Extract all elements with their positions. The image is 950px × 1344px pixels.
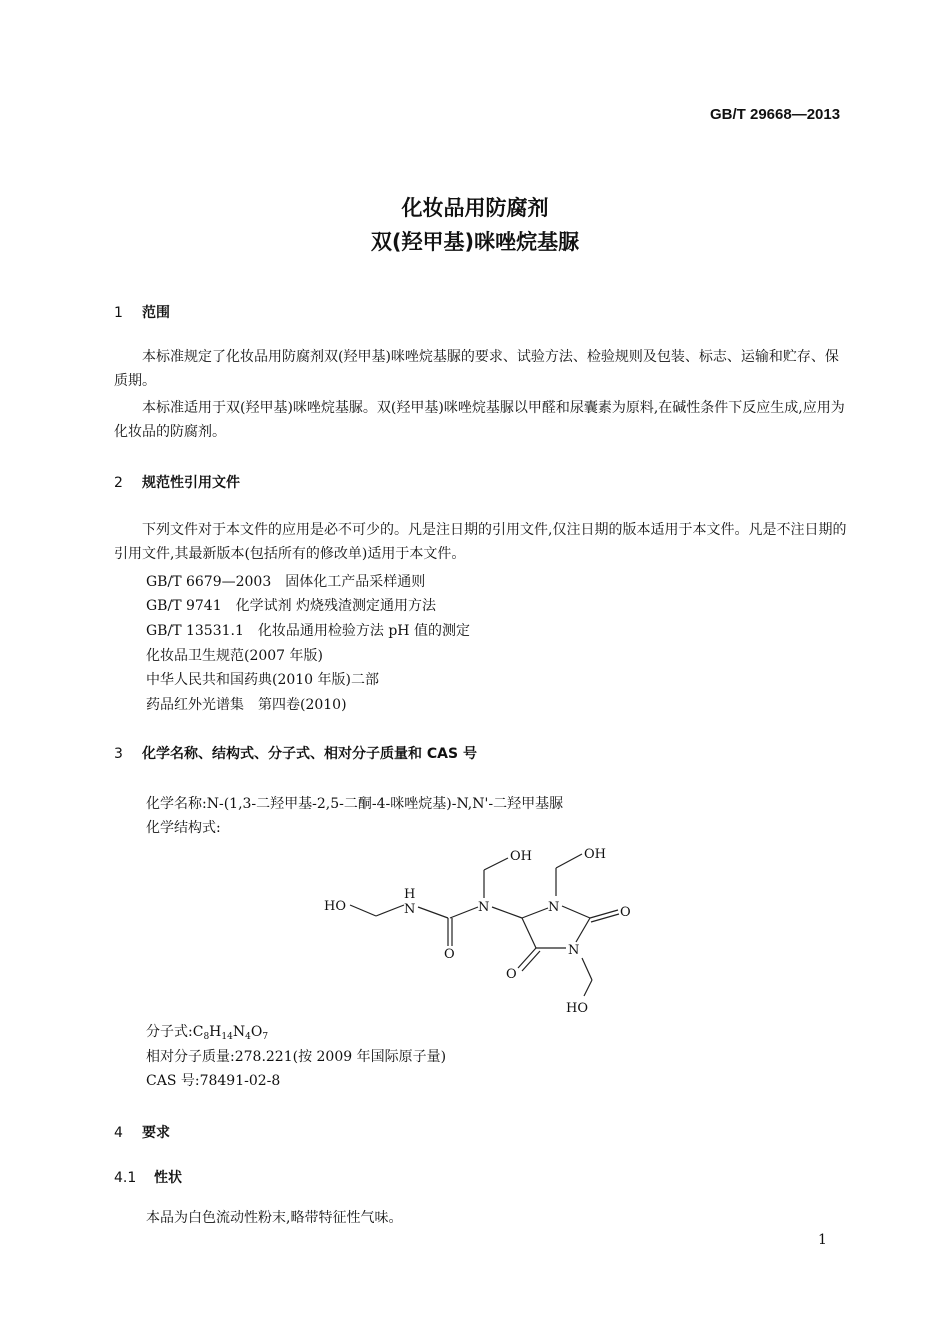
reference-item	[146, 595, 436, 615]
bond	[562, 906, 590, 918]
bond	[350, 905, 376, 916]
reference-item	[146, 620, 470, 640]
atom-n-amide: N	[404, 902, 416, 917]
atom-oh-top2: OH	[584, 847, 606, 862]
section-4-heading	[114, 1122, 170, 1142]
reference-code: 药品红外光谱集	[146, 697, 244, 713]
document-title-line1: 化妆品用防腐剂	[401, 196, 549, 220]
atom-oh-top1: OH	[510, 849, 532, 864]
bond	[484, 858, 508, 870]
bond	[450, 907, 478, 918]
reference-code: GB/T 9741	[146, 598, 222, 614]
section-number: 4	[114, 1125, 123, 1141]
reference-title: 第四卷(2010)	[258, 697, 347, 713]
subsection-title: 性状	[154, 1170, 182, 1186]
reference-item	[146, 645, 323, 665]
atom-ho-bottom: HO	[566, 1001, 588, 1016]
atom-o-ring5: O	[506, 967, 517, 982]
atom-n-urea: N	[478, 900, 490, 915]
bond	[576, 918, 590, 942]
section-3-heading	[114, 743, 477, 763]
molecular-weight: 相对分子质量:278.221(按 2009 年国际原子量)	[146, 1049, 447, 1065]
section-number: 2	[114, 475, 123, 491]
bond	[522, 908, 548, 918]
bond	[556, 854, 582, 868]
reference-item	[146, 571, 425, 591]
atom-n-ring3: N	[568, 943, 580, 958]
chemical-name	[146, 792, 563, 816]
standard-code: GB/T 29668—2013	[710, 106, 841, 123]
section-4-1-paragraph: 本品为白色流动性粉末,略带特征性气味。	[146, 1210, 403, 1226]
section-number: 3	[114, 746, 123, 762]
page-number: 1	[818, 1232, 827, 1248]
reference-title: 化学试剂 灼烧残渣测定通用方法	[235, 598, 437, 614]
reference-item	[146, 694, 347, 714]
atom-n-ring1: N	[548, 900, 560, 915]
section-title: 要求	[142, 1125, 170, 1141]
section-1-paragraph-2: 本标准适用于双(羟甲基)咪唑烷基脲。双(羟甲基)咪唑烷基脲以甲醛和尿囊素为原料,在碱性条件下反应生成,应用为化妆品的防腐剂。	[114, 400, 845, 440]
document-title-line2: 双(羟甲基)咪唑烷基脲	[370, 230, 580, 254]
formula-value: $C_8H_{14}N_4O_7$	[192, 1024, 269, 1042]
reference-code: GB/T 13531.1	[146, 623, 244, 639]
reference-title: 化妆品通用检验方法 pH 值的测定	[257, 623, 470, 639]
atom-ho-left: HO	[324, 899, 346, 914]
bond	[590, 910, 618, 918]
cas-number: CAS 号:78491-02-8	[146, 1073, 281, 1089]
section-1-heading	[114, 302, 170, 322]
section-4-1-heading	[114, 1167, 182, 1187]
atom-o-ring2: O	[620, 905, 631, 920]
atom-o-carbonyl: O	[444, 947, 455, 962]
section-number: 1	[114, 305, 123, 321]
chemical-name-value: N-(1,3-二羟甲基-2,5-二酮-4-咪唑烷基)-N,N'-二羟甲基脲	[206, 796, 564, 812]
reference-item	[146, 669, 379, 689]
section-title: 化学名称、结构式、分子式、相对分子质量和 CAS 号	[142, 746, 477, 762]
section-2-heading	[114, 472, 240, 492]
bond	[418, 907, 448, 918]
atom-h: H	[404, 887, 416, 902]
structure-label: 化学结构式:	[146, 820, 221, 836]
reference-code: GB/T 6679—2003	[146, 574, 272, 590]
section-2-paragraph-1: 下列文件对于本文件的应用是必不可少的。凡是注日期的引用文件,仅注日期的版本适用于本文件。凡是不注日期的引用文件,其最新版本(包括所有的修改单)适用于本文件。	[114, 522, 847, 562]
bond	[582, 958, 592, 980]
bond	[522, 918, 536, 948]
formula-label: 分子式:	[146, 1024, 193, 1040]
section-title: 范围	[142, 305, 170, 321]
section-1-paragraph-1: 本标准规定了化妆品用防腐剂双(羟甲基)咪唑烷基脲的要求、试验方法、检验规则及包装、标志、运输和贮存、保质期。	[114, 349, 839, 389]
chemical-structure-diagram	[300, 838, 660, 1020]
section-title: 规范性引用文件	[142, 475, 240, 491]
reference-title: 固体化工产品采样通则	[285, 574, 426, 590]
bond	[492, 907, 522, 918]
bond	[584, 980, 592, 996]
subsection-number: 4.1	[114, 1170, 137, 1186]
reference-code: 化妆品卫生规范(2007 年版)	[146, 648, 324, 664]
bond	[376, 905, 404, 916]
bond	[591, 914, 619, 922]
chemical-name-label: 化学名称:	[146, 796, 207, 812]
reference-code: 中华人民共和国药典(2010 年版)二部	[146, 672, 380, 688]
